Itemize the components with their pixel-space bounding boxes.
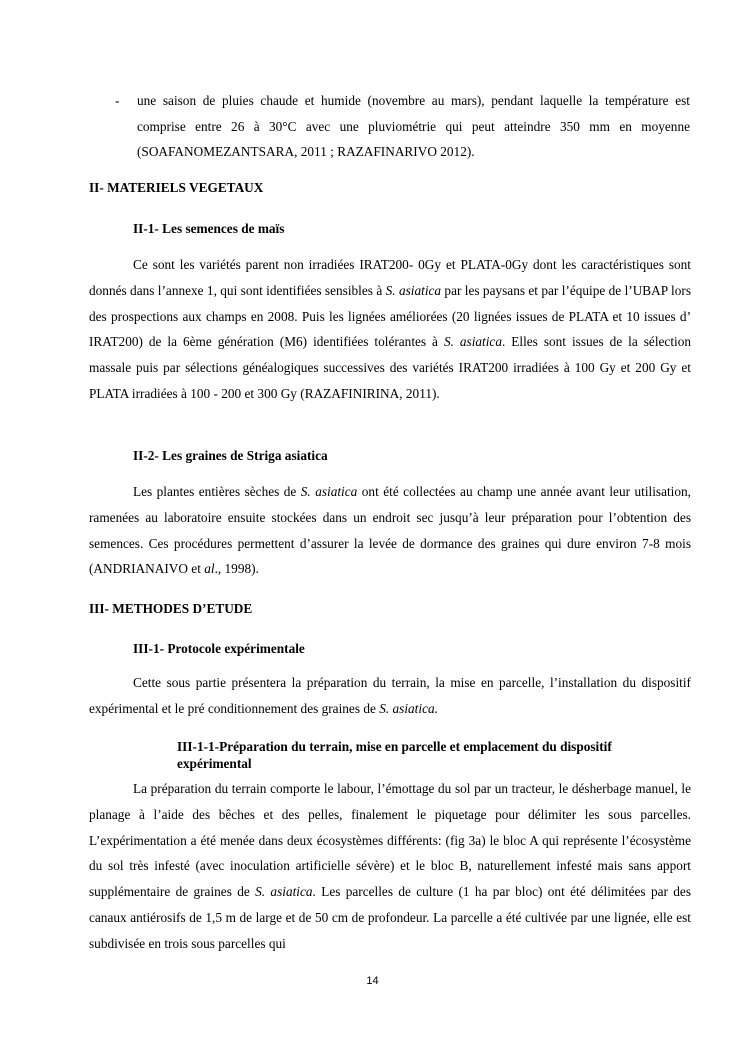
species-name: S. asiatica [255,884,313,900]
species-name: S. asiatica [385,282,442,298]
climate-bullet-item [115,88,690,165]
paragraph-preparation [89,776,691,957]
text-run: Les plantes entières sèches de [133,484,301,499]
text-run: ., 1998). [214,561,259,577]
text-run: Cette sous partie présentera la préparation du terrain, la mise en parcelle, l’installation du dispositif expérimental et le pré conditionnement des graines de [89,675,691,716]
citation-al: al [204,561,215,577]
text-run: ont été collectées au champ une année avant leur utilisation, ramenées au laboratoire ensuite stockées dans un endroit sec jusqu’à leur préparation pour l’obtention des semences. Ces procédures permettent d’assurer la levée de dormance des graines qui dure environ 7-8 mois (ANDRIANAIVO et [89,484,691,577]
species-name: S. asiatica [300,484,358,499]
text-run: . Elles sont issues de la sélection massale puis par sélections généalogiques successives des variétés IRAT200 irradiées à 100 Gy et 200 Gy et PLATA irradiées à 100 - 200 et 300 Gy (RAZAFINIRINA, 2011). [89,334,692,401]
paragraph-protocole [89,670,691,722]
subheading-preparation-terrain: III-1-1-Préparation du terrain, mise en parcelle et emplacement du dispositif expérimental [177,739,612,771]
subheading-graines-striga: II-2- Les graines de Striga asiatica [133,448,328,463]
section-heading-methodes: III- METHODES D’ETUDE [89,601,253,616]
text-run: Ce sont les variétés parent non irradiées IRAT200- 0Gy et PLATA-0Gy dont les caractéristiques sont donnés dans l’annexe 1, qui sont identifiées sensibles à [89,257,691,298]
text-run: par les paysans et par l’équipe de l’UBAP lors des prospections aux champs en 2008. Puis les lignées améliorées (20 lignées issues de PLATA et 10 issues d’ IRAT200) de la 6ème génération (M6) identifiées tolérantes à [89,282,691,350]
species-name: S. asiatica [443,334,502,350]
text-run: . Les parcelles de culture (1 ha par bloc) ont été délimitées par des canaux antiérosifs de 1,5 m de large et de 50 cm de profondeur. La parcelle a été cultivée par une lignée, elle est subdivisée en trois sous parcelles qui [89,884,691,951]
page-number: 14 [366,975,379,987]
subheading-protocole: III-1- Protocole expérimentale [133,641,305,656]
section-heading-materiels: II- MATERIELS VEGETAUX [89,180,264,195]
paragraph-semences [89,252,691,407]
text-run: La préparation du terrain comporte le labour, l’émottage du sol par un tracteur, le désherbage manuel, le planage à l’aide des bêches et des pelles, finalement le piquetage pour délimiter les sous parcelles. L’expérimentation a été menée dans deux écosystèmes différents: (fig 3a) le bloc A qui représente l’écosystème du sol très infesté (avec inoculation artificielle sévère) et le bloc B, naturellement infesté mais sans apport supplémentaire de graines de [89,781,691,900]
paragraph-graines [89,479,691,582]
species-name: S. asiatica. [379,700,438,716]
bullet-dash: - [115,93,120,108]
bullet-text: une saison de pluies chaude et humide (novembre au mars), pendant laquelle la température est comprise entre 26 à 30°C avec une pluviométrie qui peut atteindre 350 mm en moyenne (SOAFANOMEZANTSARA, 2011 ; RAZAFINARIVO 2012). [137,93,690,159]
subheading-semences-mais: II-1- Les semences de maïs [133,221,285,236]
